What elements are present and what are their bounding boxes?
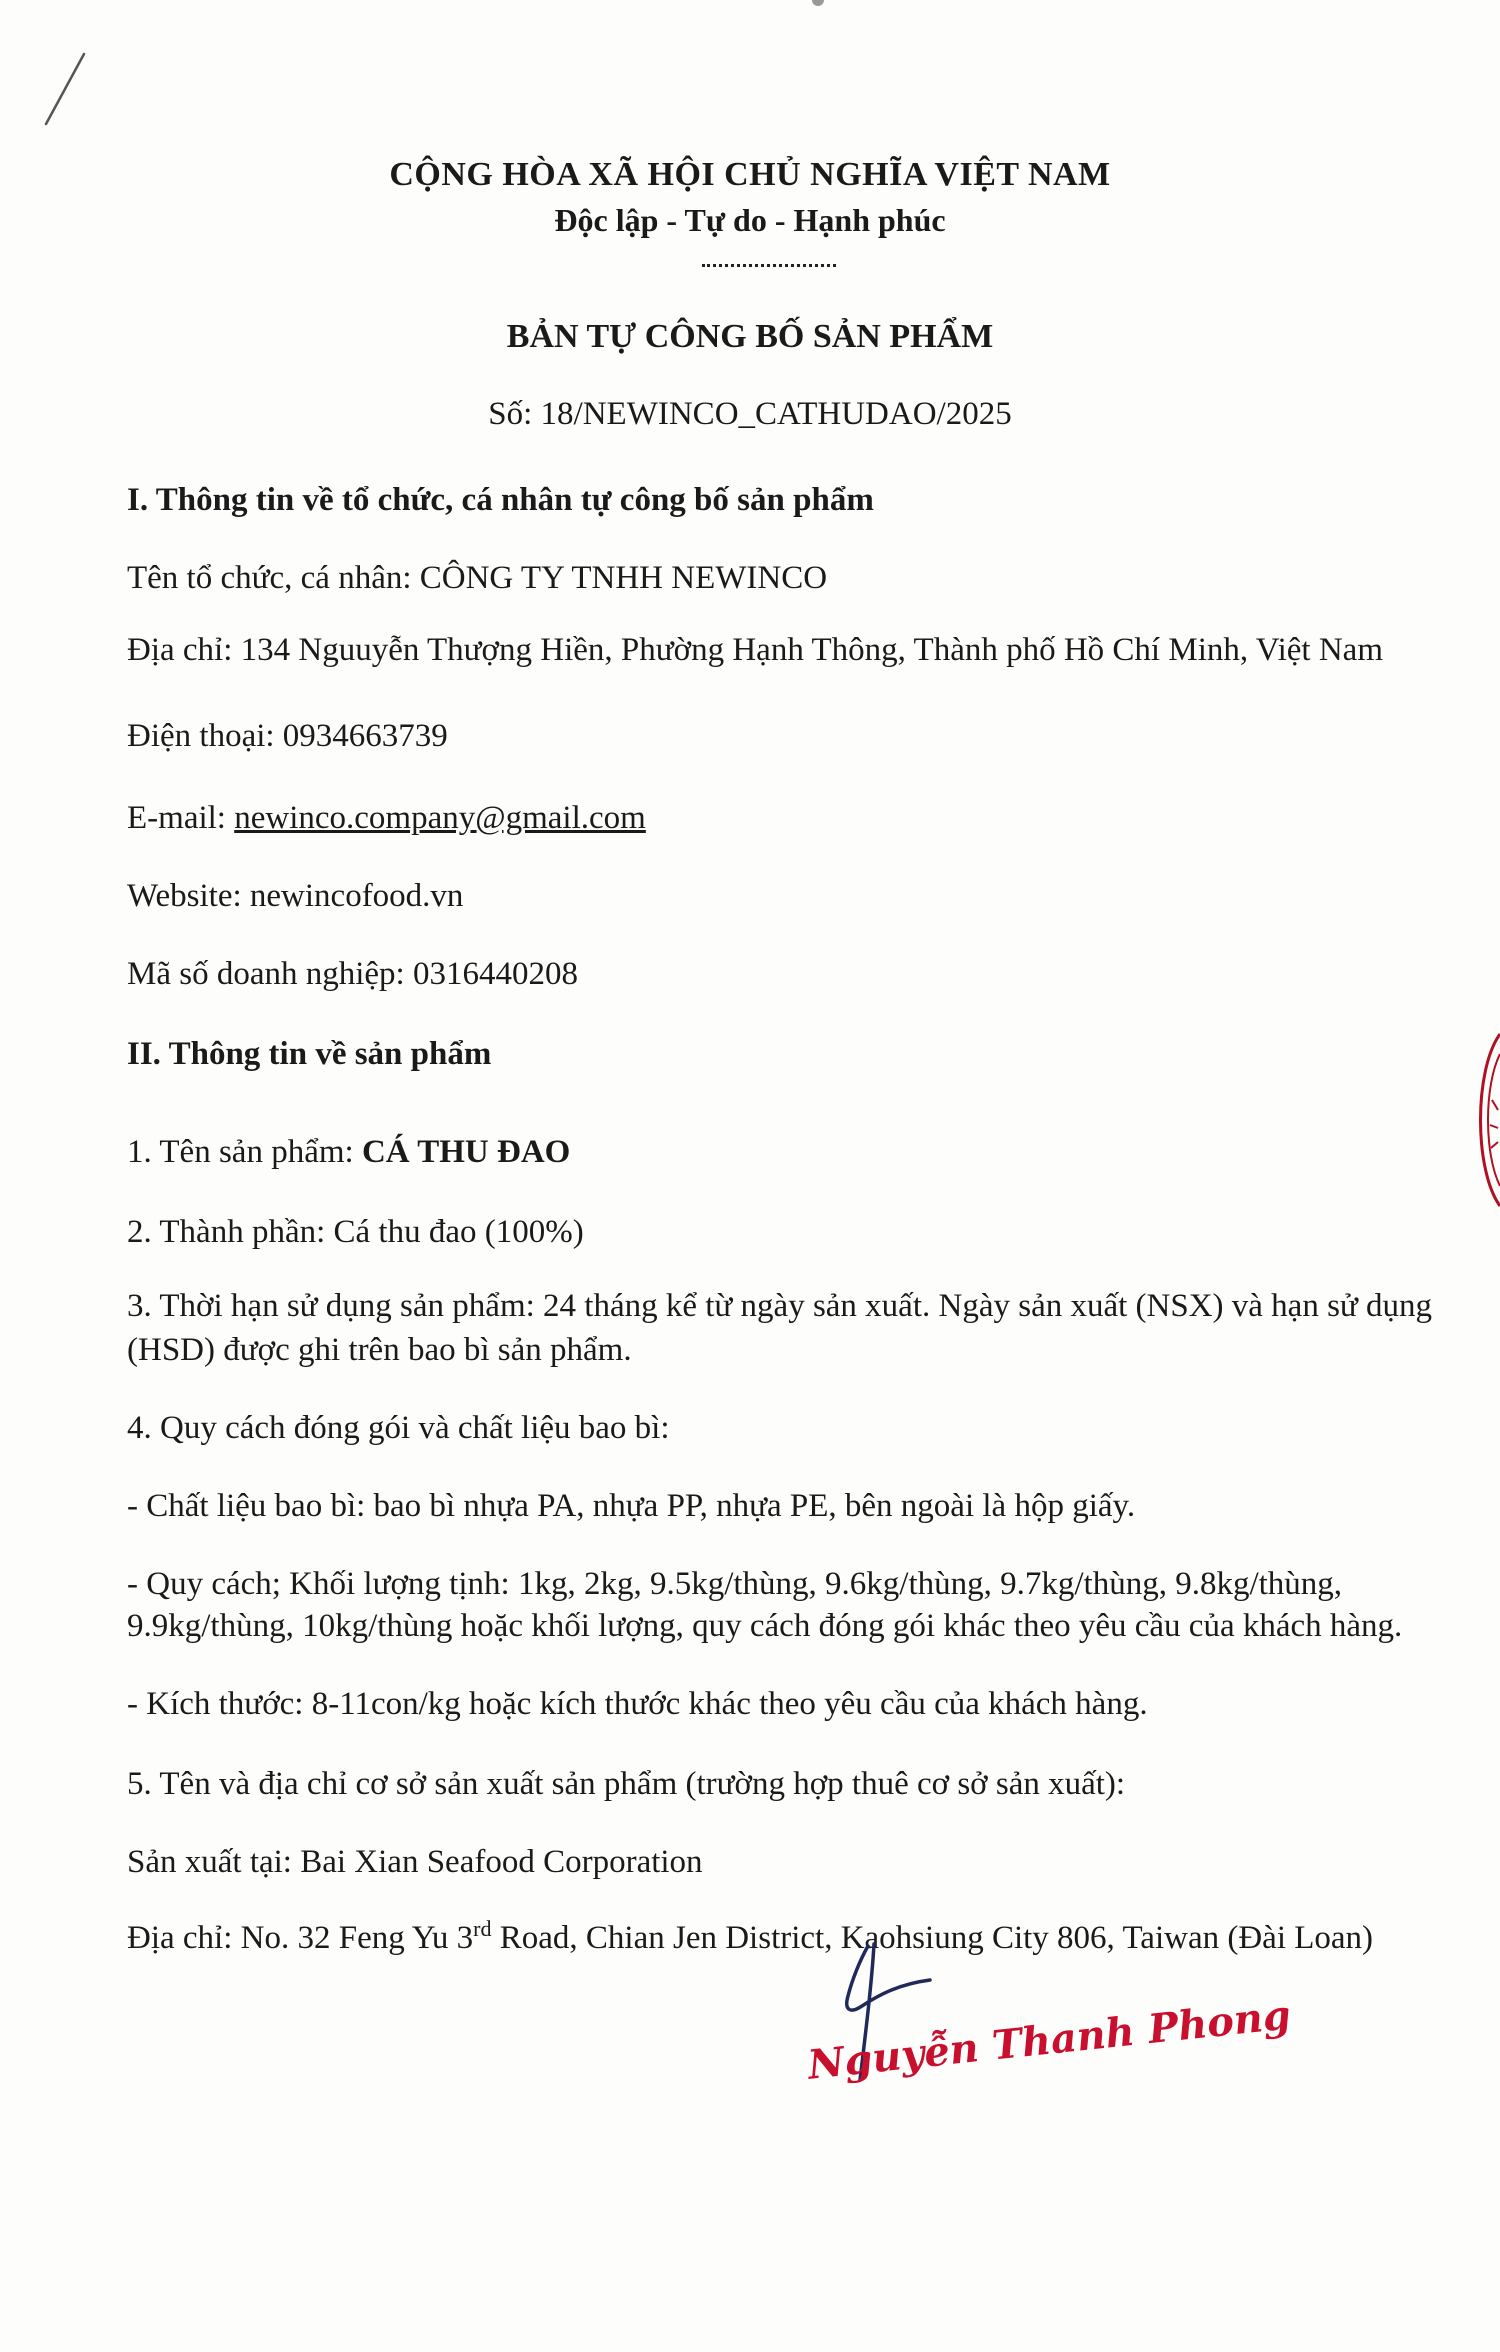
product-name-value: CÁ THU ĐAO [361, 1134, 571, 1170]
producer-address-sup: rd [473, 1916, 492, 1941]
product-name [127, 1130, 570, 1174]
org-phone: Điện thoại: 0934663739 [127, 718, 448, 754]
producer-address-part-b: Road, Chian Jen District, Kaohsiung City 806, Taiwan (Đài Loan) [491, 1920, 1374, 1956]
signature-name: Nguyễn Thanh Phong [805, 1991, 1293, 2089]
shelf-life-line-1: 3. Thời hạn sử dụng sản phẩm: 24 tháng kể từ ngày sản xuất. Ngày sản xuất (NSX) và hạn sử dụng [127, 1288, 1433, 1324]
motto: Độc lập - Tự do - Hạnh phúc [554, 202, 946, 238]
packaging-material: - Chất liệu bao bì: bao bì nhựa PA, nhựa PP, nhựa PE, bên ngoài là hộp giấy. [127, 1488, 1136, 1524]
section2-heading: II. Thông tin về sản phẩm [127, 1036, 492, 1072]
packaging-heading: 4. Quy cách đóng gói và chất liệu bao bì: [127, 1410, 670, 1446]
divider [702, 264, 836, 267]
packaging-spec-line-1: - Quy cách; Khối lượng tịnh: 1kg, 2kg, 9.5kg/thùng, 9.6kg/thùng, 9.7kg/thùng, 9.8kg/thùng, [127, 1566, 1343, 1602]
country-heading: CỘNG HÒA XÃ HỘI CHỦ NGHĨA VIỆT NAM [389, 156, 1111, 193]
producer-address-part-a: Địa chỉ: No. 32 Feng Yu 3 [127, 1920, 474, 1956]
ingredients: 2. Thành phần: Cá thu đao (100%) [127, 1214, 584, 1250]
org-website: Website: newincofood.vn [127, 878, 464, 914]
section1-heading: I. Thông tin về tổ chức, cá nhân tự công bố sản phẩm [127, 482, 874, 518]
producer-name: Sản xuất tại: Bai Xian Seafood Corporation [127, 1844, 703, 1880]
document-title: BẢN TỰ CÔNG BỐ SẢN PHẨM [506, 318, 994, 355]
product-name-label: 1. Tên sản phẩm: [127, 1134, 362, 1170]
scan-mark [812, 0, 824, 6]
stamp-icon [1470, 1030, 1500, 1210]
product-size: - Kích thước: 8-11con/kg hoặc kích thước khác theo yêu cầu của khách hàng. [127, 1686, 1148, 1722]
packaging-spec-line-2: 9.9kg/thùng, 10kg/thùng hoặc khối lượng, quy cách đóng gói khác theo yêu cầu của khách hàng. [127, 1608, 1403, 1644]
producer-address [127, 1916, 1373, 1960]
org-email [127, 796, 646, 840]
document-number: Số: 18/NEWINCO_CATHUDAO/2025 [488, 396, 1012, 432]
email-label: E-mail: [127, 800, 235, 836]
org-address: Địa chỉ: 134 Nguuyễn Thượng Hiền, Phường Hạnh Thông, Thành phố Hồ Chí Minh, Việt Nam [127, 632, 1383, 668]
org-tax-code: Mã số doanh nghiệp: 0316440208 [127, 956, 578, 992]
shelf-life-line-2: (HSD) được ghi trên bao bì sản phẩm. [127, 1332, 632, 1368]
producer-heading: 5. Tên và địa chỉ cơ sở sản xuất sản phẩm (trường hợp thuê cơ sở sản xuất): [127, 1766, 1126, 1802]
pen-mark-icon [40, 50, 90, 130]
email-link[interactable]: newinco.company@gmail.com [234, 800, 646, 836]
org-name: Tên tổ chức, cá nhân: CÔNG TY TNHH NEWINCO [127, 560, 828, 596]
